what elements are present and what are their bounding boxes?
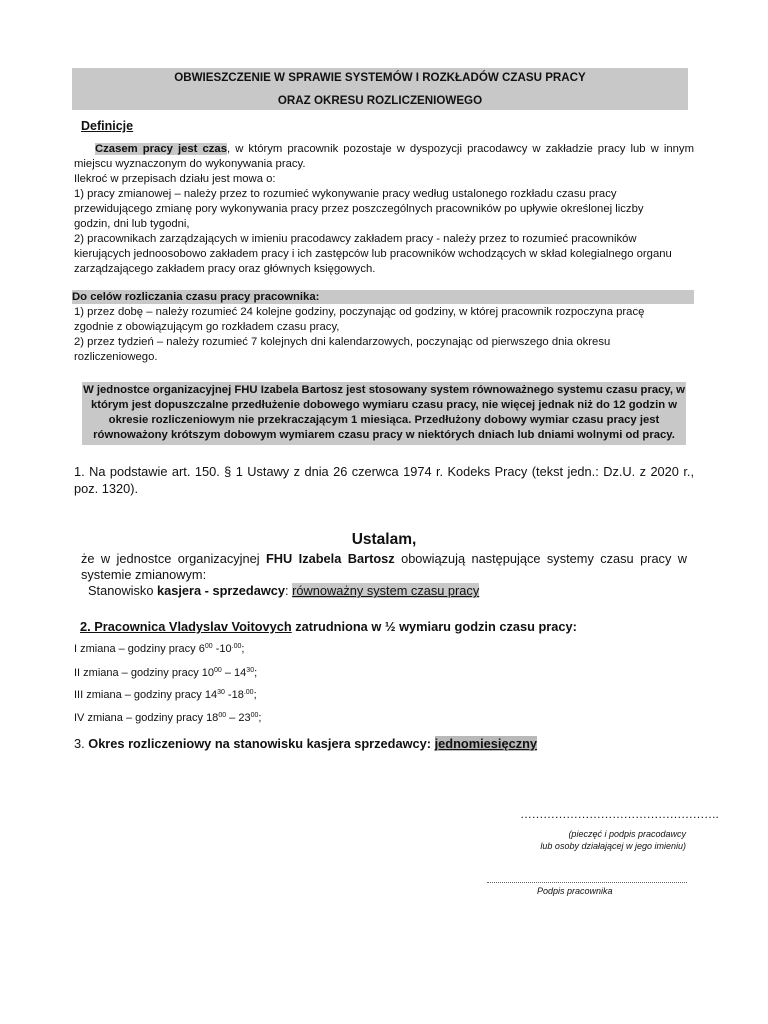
point-3-number: 3. [74,736,89,751]
ustalam-text-a: że w jednostce organizacyjnej [81,551,266,566]
ustalam-line-1 [81,550,687,567]
point-3-label: Okres rozliczeniowy na stanowisku kasjera sprzedawcy: [88,736,435,751]
company-name: FHU Izabela Bartosz [265,551,395,566]
settlement-line-4: rozliczeniowego. [74,351,158,363]
definitions-line-6: godzin, dni lub tygodni, [74,218,190,230]
employer-signature-caption-1: (pieczęć i podpis pracodawcy [568,829,686,839]
shift-3: III zmiana – godziny pracy $14^{30}$ $-18^{.00}$; [74,689,257,701]
title-line-1: OBWIESZCZENIE W SPRAWIE SYSTEMÓW I ROZKŁADÓW CZASU PRACY [174,71,586,84]
shift-2: II zmiana – godziny pracy $10^{00} - 14^{30}$; [74,667,258,679]
definitions-line-4: 1) pracy zmianowej – należy przez to rozumieć wykonywanie pracy według ustalonego rozkładu czasu pracy [74,188,617,200]
ustalam-text-c: obowiązują następujące systemy czasu pracy w [394,551,687,566]
employee-signature-caption: Podpis pracownika [537,886,613,896]
point-2-heading-rest: zatrudniona w ½ wymiaru godzin czasu pracy: [291,619,577,634]
point-3 [74,736,694,751]
title-box [72,68,688,110]
settlement-period-value: jednomiesięczny [434,736,538,751]
ustalam-line-2: systemie zmianowym: [81,567,207,582]
settlement-line-3: 2) przez tydzień – należy rozumieć 7 kolejnych dni kalendarzowych, poczynając od pierwszego dnia okresu [74,336,611,348]
point-2-heading [80,619,700,634]
settlement-heading: Do celów rozliczania czasu pracy pracownika: [72,290,694,304]
definitions-intro [74,142,694,157]
definition-text: , w którym pracownik pozostaje w dyspozycji pracodawcy w zakładzie pracy lub w innym [227,143,694,155]
position-line [88,582,708,599]
box-line-3: okresie rozliczeniowym nie przekraczającym 1 miesiąca. Przedłużony dobowy wymiar czasu pracy jest [108,414,660,426]
working-time-system-box [82,382,686,445]
definitions-line-2: miejscu wyznaczonym do wykonywania pracy. [74,158,306,170]
definition-term: Czasem pracy jest czas [95,143,227,155]
employee-signature-line [487,882,687,883]
point-1-line-1: 1. Na podstawie art. 150. § 1 Ustawy z dnia 26 czerwca 1974 r. Kodeks Pracy (tekst jedn.: Dz.U. z 2020 r., [74,464,694,479]
shift-1: I zmiana – godziny pracy $6^{00}$ $-10^{.00}$; [74,643,245,655]
ustalam-heading: Ustalam, [351,531,417,548]
box-line-1: W jednostce organizacyjnej FHU Izabela Bartosz jest stosowany system równoważnego systemu czasu pracy, w [83,384,685,396]
shift-4: IV zmiana – godziny pracy $18^{00} - 23^{00}$; [74,712,262,724]
settlement-line-1: 1) przez dobę – należy rozumieć 24 kolejne godziny, poczynając od godziny, w której pracownik rozpoczyna pracę [74,306,645,318]
point-1-line-2: poz. 1320). [74,481,139,496]
definitions-heading: Definicje [81,119,134,133]
position-name: kasjera - sprzedawcy [157,583,286,598]
box-line-4: równoważony krótszym dobowym wymiarem czasu pracy w niektórych dniach lub dniami wolnymi od pracy. [93,429,675,441]
employer-signature-caption-2: lub osoby działającej w jego imieniu) [540,841,686,851]
position-system-value: równoważny system czasu pracy [292,583,480,598]
definitions-line-7: 2) pracownikach zarządzających w imieniu pracodawcy zakładem pracy - należy przez to rozumieć pracowników [74,233,637,245]
box-line-2: którym jest dopuszczalne przedłużenie dobowego wymiaru czasu pracy, nie więcej jednak niż do 12 godzin w [90,399,678,411]
settlement-line-2: zgodnie z obowiązującym go rozkładem czasu pracy, [74,321,340,333]
definitions-line-5: przewidującego zmianę pory wykonywania pracy przez poszczególnych pracowników po upływie określonej liczby [74,203,644,215]
definitions-line-9: zarządzającego zakładem pracy oraz głównych księgowych. [74,263,376,275]
position-colon: : [285,583,293,598]
employer-signature-dots: ……………………………………………. [520,807,719,821]
employee-name: 2. Pracownica Vladyslav Voitovych [80,619,292,634]
definitions-line-8: kierujących jednoosobowo zakładem pracy i ich zastępców lub pracowników wchodzących w skład kolegialnego organu [74,248,672,260]
definitions-line-3: Ilekroć w przepisach działu jest mowa o: [74,173,276,185]
title-line-2: ORAZ OKRESU ROZLICZENIOWEGO [277,94,483,107]
position-label-a: Stanowisko [88,583,157,598]
